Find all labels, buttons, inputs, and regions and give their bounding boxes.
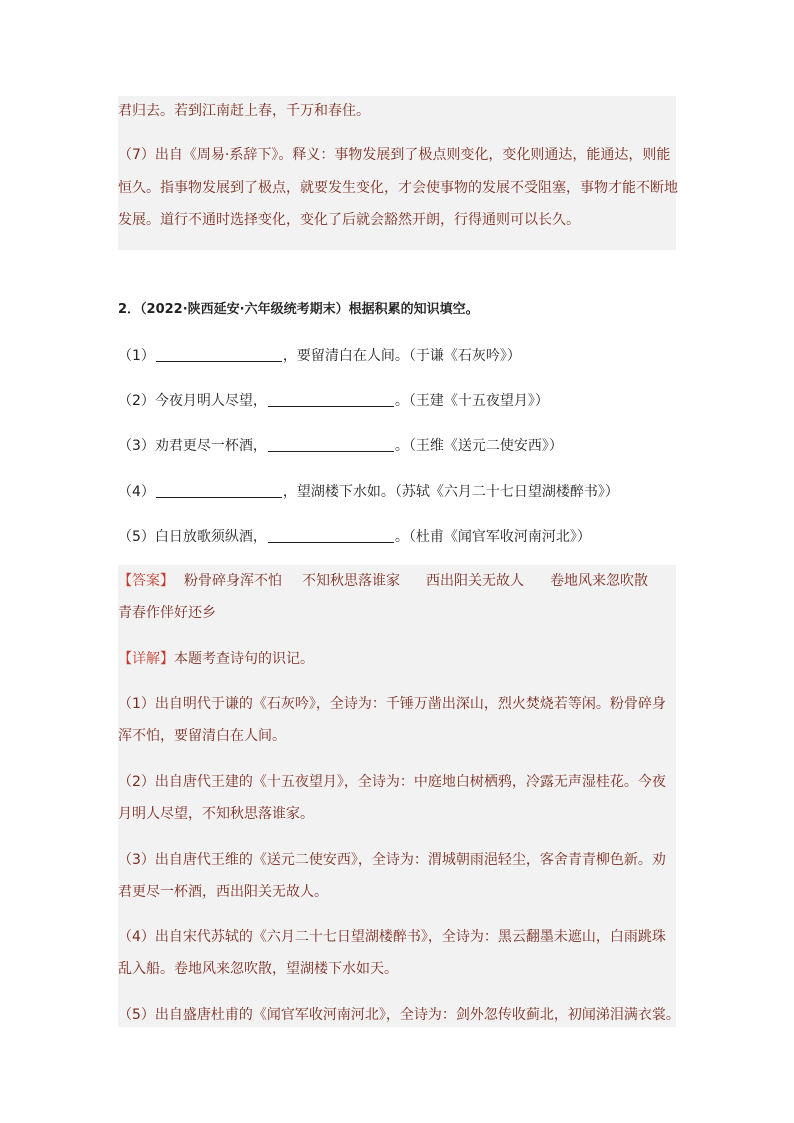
detail-text: 本题考查诗句的识记。: [174, 651, 314, 667]
item-after: 。（王建《十五夜望月》）: [394, 393, 549, 409]
detail-4-line-1: （4）出自宋代苏轼的《六月二十七日望湖楼醉书》，全诗为：黑云翻墨未遮山，白雨跳珠: [118, 929, 666, 945]
item-prefix: （3）: [118, 438, 155, 454]
item-prefix: （4）: [118, 484, 155, 500]
answer-line: [118, 571, 648, 591]
question-item-3: [118, 436, 563, 456]
question-item-5: [118, 527, 591, 547]
explanation-item-7-line-3: 发展。道行不通时选择变化，变化了后就会豁然开朗，行得通则可以长久。: [118, 212, 580, 228]
detail-1-line-2: 浑不怕，要留清白在人间。: [118, 728, 286, 744]
explanation-item-7-line-1: （7）出自《周易·系辞下》。释义：事物发展到了极点则变化，变化则通达，能通达，则能: [118, 147, 671, 163]
detail-4-line-2: 乱入船。卷地风来忽吹散，望湖楼下水如天。: [118, 961, 398, 977]
detail-header: [118, 649, 314, 669]
fill-blank: [268, 437, 394, 452]
detail-1-line-1: （1）出自明代于谦的《石灰吟》，全诗为：千锤万凿出深山，烈火焚烧若等闲。粉骨碎身: [118, 696, 666, 712]
question-title: 2．（2022·陕西延安·六年级统考期末）根据积累的知识填空。: [118, 302, 479, 317]
explanation-line: 君归去。若到江南赶上春，千万和春住。: [118, 103, 370, 119]
detail-5-line-1: （5）出自盛唐杜甫的《闻官军收河南河北》，全诗为：剑外忽传收蓟北，初闻涕泪满衣裳。: [118, 1007, 680, 1023]
item-prefix: （1）: [118, 348, 155, 364]
answer-4: 卷地风来忽吹散: [550, 573, 648, 589]
item-after: ，望湖楼下水如。（苏轼《六月二十七日望湖楼醉书》）: [282, 484, 619, 500]
fill-blank: [156, 483, 282, 498]
answer-3: 西出阳关无故人: [426, 573, 524, 589]
item-after: 。（杜甫《闻官军收河南河北》）: [394, 529, 591, 545]
fill-blank: [268, 392, 394, 407]
item-after: ，要留清白在人间。（于谦《石灰吟》）: [282, 348, 521, 364]
item-after: 。（王维《送元二使安西》）: [394, 438, 563, 454]
answer-5: 青春作伴好还乡: [118, 605, 216, 621]
answer-tag: 【答案】: [118, 573, 174, 589]
item-before: 今夜月明人尽望，: [154, 393, 267, 409]
explanation-block-top: [118, 96, 676, 250]
fill-blank: [156, 347, 282, 362]
item-prefix: （2）: [118, 393, 155, 409]
item-prefix: （5）: [118, 529, 155, 545]
detail-3-line-1: （3）出自唐代王维的《送元二使安西》，全诗为：渭城朝雨浥轻尘，客舍青青柳色新。劝: [118, 852, 666, 868]
item-before: 白日放歌须纵酒，: [154, 529, 267, 545]
detail-2-line-1: （2）出自唐代王建的《十五夜望月》，全诗为：中庭地白树栖鸦，冷露无声湿桂花。今夜: [118, 774, 666, 790]
detail-3-line-2: 君更尽一杯酒，西出阳关无故人。: [118, 884, 328, 900]
question-item-2: [118, 391, 549, 411]
answer-1: 粉骨碎身浑不怕: [184, 573, 282, 589]
item-before: 劝君更尽一杯酒，: [154, 438, 267, 454]
detail-tag: 【详解】: [118, 651, 174, 667]
answer-2: 不知秋思落谁家: [302, 573, 400, 589]
answer-block: [118, 565, 680, 1027]
explanation-item-7-line-2: 恒久。指事物发展到了极点，就要发生变化，才会使事物的发展不受阻塞，事物才能不断地: [118, 180, 678, 196]
fill-blank: [268, 528, 394, 543]
question-item-4: [118, 482, 619, 502]
detail-2-line-2: 月明人尽望，不知秋思落谁家。: [118, 806, 314, 822]
question-item-1: [118, 346, 521, 366]
